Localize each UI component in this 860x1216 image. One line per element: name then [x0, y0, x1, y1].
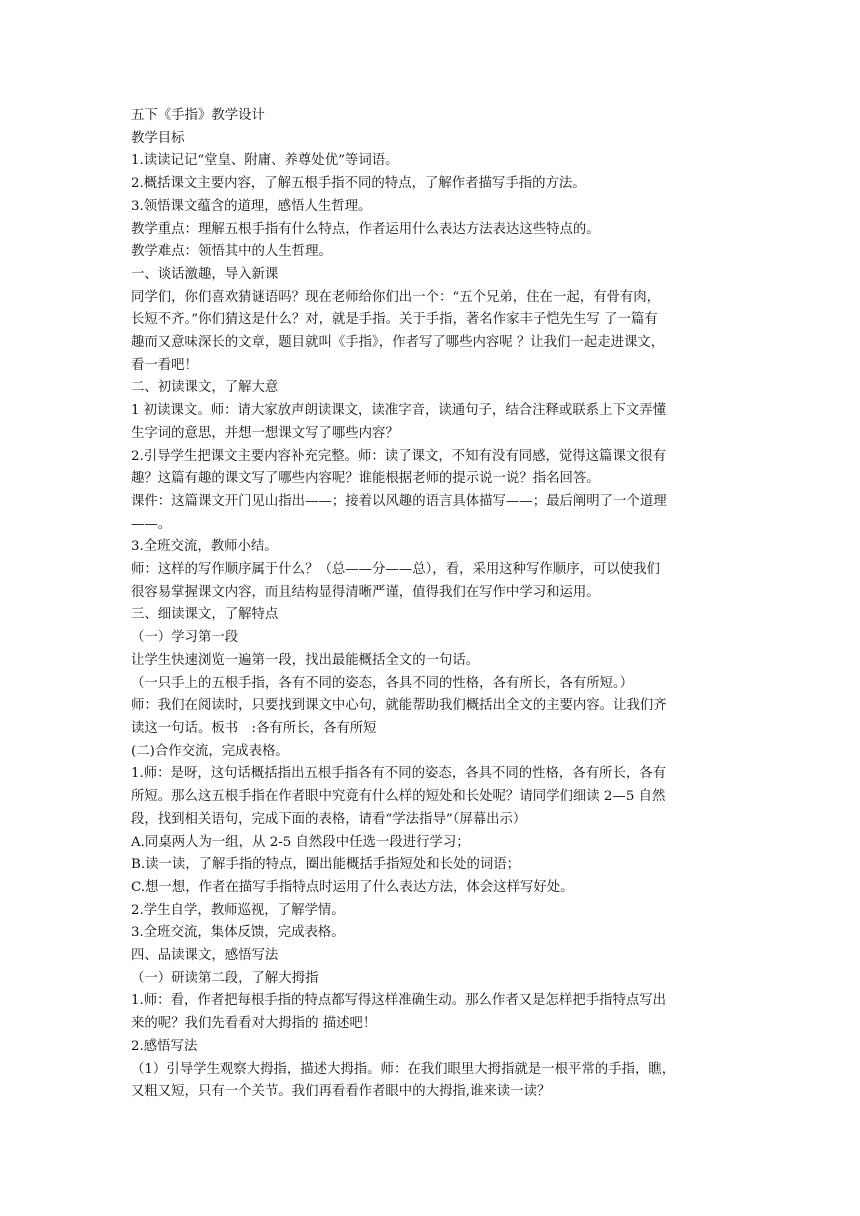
text-line: 3.全班交流，集体反馈，完成表格。 — [131, 925, 345, 941]
text-line: 一、谈话激趣，导入新课 — [131, 266, 279, 282]
text-line: 三、细读课文，了解特点 — [131, 607, 279, 623]
text-line: 趣？这篇有趣的课文写了哪些内容呢？谁能根据老师的提示说一说？指名回答。 — [131, 471, 600, 487]
text-line: 四、品读课文，感悟写法 — [131, 948, 279, 964]
text-line: 1.读读记记“堂皇、附庸、养尊处优”等词语。 — [131, 153, 399, 169]
text-line: 1 初读课文。师：请大家放声朗读课文，读准字音，读通句子，结合注释或联系上下文弄懂 — [131, 403, 667, 419]
text-line: 课件：这篇课文开门见山指出——；接着以风趣的语言具体描写——；最后阐明了一个道理 — [131, 493, 667, 509]
text-line: 看一看吧！ — [131, 357, 198, 373]
text-line: 1.师：是呀，这句话概括指出五根手指各有不同的姿态，各具不同的性格，各有所长，各有 — [131, 766, 667, 782]
text-line: 教学目标 — [131, 130, 185, 146]
text-line: 同学们，你们喜欢猜谜语吗？现在老师给你们出一个：“五个兄弟，住在一起，有骨有肉， — [131, 289, 661, 305]
text-line: （1）引导学生观察大拇指，描述大拇指。师：在我们眼里大拇指就是一根平常的手指，瞧， — [131, 1061, 676, 1077]
text-line: （一）研读第二段，了解大拇指 — [131, 970, 319, 986]
text-line: （一）学习第一段 — [131, 630, 239, 646]
text-line: 读这一句话。板书 :各有所长，各有所短 — [131, 720, 377, 736]
text-line: 让学生快速浏览一遍第一段，找出最能概括全文的一句话。 — [131, 652, 480, 668]
text-line: 3.领悟课文蕴含的道理，感悟人生哲理。 — [131, 198, 372, 214]
text-line: 很容易掌握课文内容，而且结构显得清晰严谨，值得我们在写作中学习和运用。 — [131, 584, 600, 600]
text-line: （一只手上的五根手指，各有不同的姿态，各具不同的性格，各有所长，各有所短。） — [131, 675, 634, 691]
text-line: 2.感悟写法 — [131, 1038, 198, 1054]
text-line: (二)合作交流，完成表格。 — [131, 743, 289, 759]
text-line: 师：这样的写作顺序属于什么？（总——分——总），看，采用这种写作顺序，可以使我们 — [131, 562, 660, 578]
text-line: 2.概括课文主要内容，了解五根手指不同的特点，了解作者描写手指的方法。 — [131, 176, 586, 192]
text-line: 段，找到相关语句，完成下面的表格，请看“学法指导”（屏幕出示） — [131, 811, 527, 827]
text-line: 教学重点：理解五根手指有什么特点，作者运用什么表达方法表达这些特点的。 — [131, 221, 600, 237]
text-line: ——。 — [131, 516, 172, 532]
text-line: A.同桌两人为一组，从 2-5 自然段中任选一段进行学习； — [131, 834, 470, 850]
text-line: 又粗又短，只有一个关节。我们再看看作者眼中的大拇指,谁来读一读？ — [131, 1084, 551, 1100]
text-line: 来的呢？我们先看看对大拇指的 描述吧！ — [131, 1016, 377, 1032]
text-line: 1.师：看，作者把每根手指的特点都写得这样准确生动。那么作者又是怎样把手指特点写出 — [131, 993, 667, 1009]
text-line: 教学难点：领悟其中的人生哲理。 — [131, 244, 332, 260]
text-line: 二、初读课文，了解大意 — [131, 380, 279, 396]
document-body — [131, 128, 737, 1104]
text-line: 师：我们在阅读时，只要找到课文中心句，就能帮助我们概括出全文的主要内容。让我们齐 — [131, 698, 667, 714]
text-line: C.想一想，作者在描写手指特点时运用了什么表达方法，体会这样写好处。 — [131, 879, 574, 895]
text-line: 所短。那么这五根手指在作者眼中究竟有什么样的短处和长处呢？请同学们细读 2—5 自然 — [131, 789, 666, 805]
text-line: B.读一读，了解手指的特点，圈出能概括手指短处和长处的词语； — [131, 857, 521, 873]
text-line: 长短不齐。”你们猜这是什么？对，就是手指。关于手指，著名作家丰子恺先生写 了一篇有 — [131, 312, 658, 328]
document-title: 五下《手指》教学设计 — [131, 108, 265, 123]
document-page — [131, 105, 737, 1104]
text-line: 2.学生自学，教师巡视，了解学情。 — [131, 902, 345, 918]
text-line: 3.全班交流，教师小结。 — [131, 539, 278, 555]
text-line: 2.引导学生把课文主要内容补充完整。师：读了课文，不知有没有同感，觉得这篇课文很有 — [131, 448, 667, 464]
text-line: 生字词的意思，并想一想课文写了哪些内容？ — [131, 425, 399, 441]
text-line: 趣而又意味深长的文章，题目就叫《手指》，作者写了哪些内容呢 ？让我们一起走进课文， — [131, 335, 665, 351]
